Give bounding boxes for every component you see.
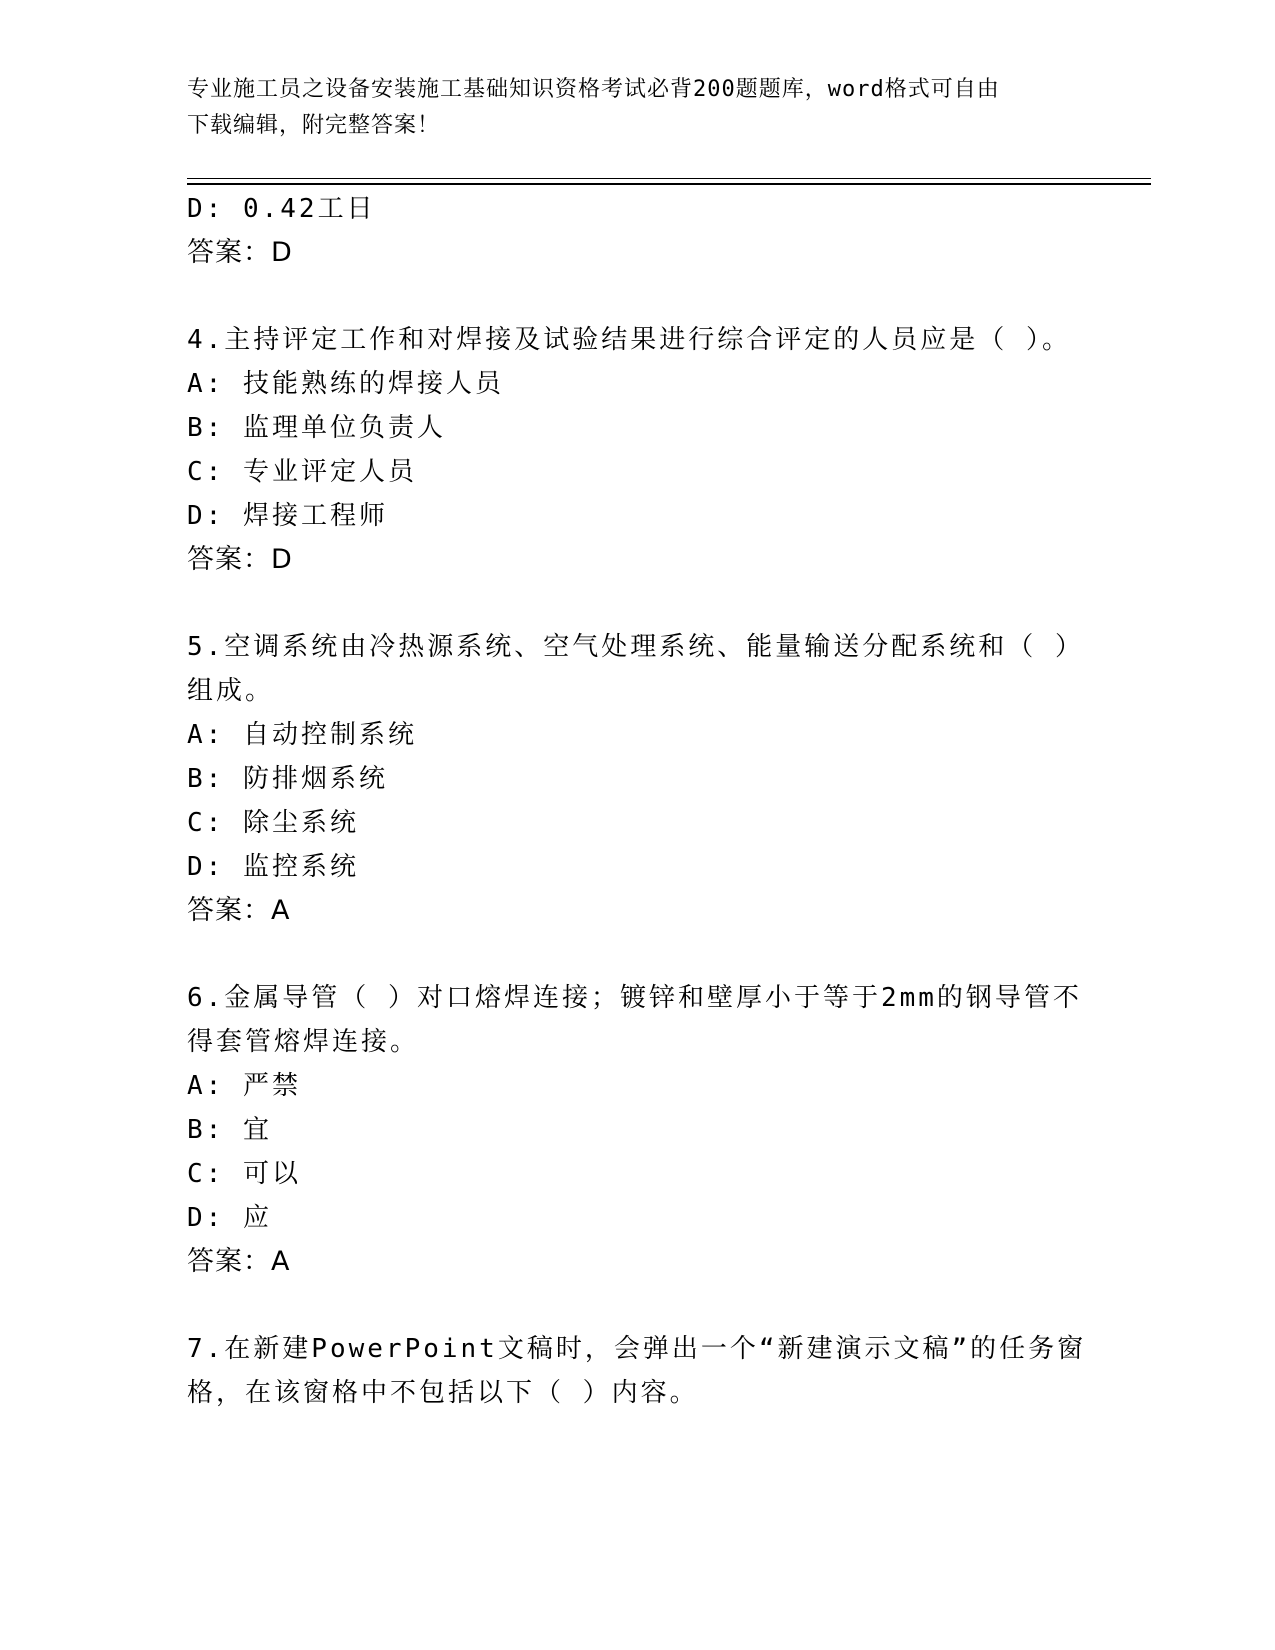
question-4-option-d: D: 焊接工程师 — [187, 501, 388, 531]
header-line-1: 专业施工员之设备安装施工基础知识资格考试必背200题题库，word格式可自由 — [187, 77, 1000, 102]
question-4-option-a: A: 技能熟练的焊接人员 — [187, 369, 504, 399]
question-6-option-c: C: 可以 — [187, 1159, 301, 1189]
question-6-stem-line-1: 6.金属导管（ ）对口熔焊连接；镀锌和壁厚小于等于2mm的钢导管不 — [187, 983, 1082, 1013]
header-line-2: 下载编辑，附完整答案！ — [187, 113, 441, 138]
prev-answer: 答案：D — [187, 237, 293, 268]
question-5-option-b: B: 防排烟系统 — [187, 764, 388, 794]
question-5-answer: 答案：A — [187, 895, 291, 926]
question-6-option-a: A: 严禁 — [187, 1071, 301, 1101]
prev-option-d: D: 0.42工日 — [187, 194, 376, 224]
question-6-option-b: B: 宜 — [187, 1115, 272, 1145]
question-4-option-c: C: 专业评定人员 — [187, 457, 417, 487]
question-4-option-b: B: 监理单位负责人 — [187, 413, 446, 443]
question-5-option-a: A: 自动控制系统 — [187, 720, 417, 750]
header-rule-thick — [187, 183, 1151, 185]
question-4-stem: 4.主持评定工作和对焊接及试验结果进行综合评定的人员应是（ ）。 — [187, 325, 1071, 355]
question-5-option-d: D: 监控系统 — [187, 852, 359, 882]
header-rule-thin — [187, 178, 1151, 179]
question-7-stem-line-1: 7.在新建PowerPoint文稿时，会弹出一个“新建演示文稿”的任务窗 — [187, 1334, 1087, 1364]
question-5-option-c: C: 除尘系统 — [187, 808, 359, 838]
question-5-stem-line-2: 组成。 — [187, 676, 275, 706]
question-6-option-d: D: 应 — [187, 1203, 272, 1233]
question-6-stem-line-2: 得套管熔焊连接。 — [187, 1027, 420, 1057]
question-7-stem-line-2: 格，在该窗格中不包括以下（ ）内容。 — [187, 1378, 699, 1408]
question-5-stem-line-1: 5.空调系统由冷热源系统、空气处理系统、能量输送分配系统和（ ） — [187, 632, 1084, 662]
question-6-answer: 答案：A — [187, 1246, 291, 1277]
question-4-answer: 答案：D — [187, 544, 293, 575]
document-header — [187, 72, 1067, 144]
